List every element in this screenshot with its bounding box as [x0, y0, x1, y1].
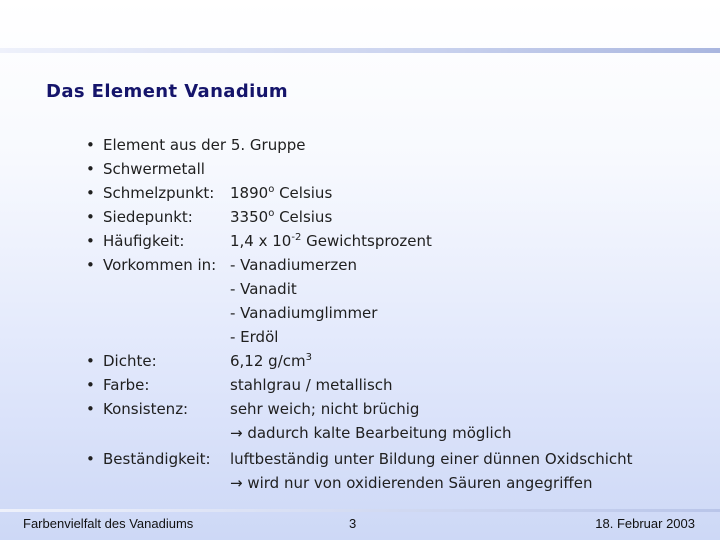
item-label: Element aus der 5. Gruppe: [103, 136, 306, 154]
item-label: Häufigkeit:: [103, 232, 185, 250]
bullet-icon: •: [86, 184, 95, 202]
superscript: o: [268, 184, 275, 195]
item-value: - Vanadiumglimmer: [230, 304, 378, 322]
bullet-icon: •: [86, 450, 95, 468]
superscript: -2: [291, 232, 302, 243]
item-value: 1,4 x $10^{-2}$ Gewichtsprozent: [230, 232, 432, 250]
footer-title: Farbenvielfalt des Vanadiums: [23, 516, 194, 531]
slide-title: Das Element Vanadium: [46, 81, 289, 102]
item-value: - Vanadit: [230, 280, 297, 298]
item-label: Siedepunkt:: [103, 208, 193, 226]
item-value: 1890$^o$ Celsius: [230, 184, 333, 202]
bullet-icon: •: [86, 160, 95, 178]
item-value: - Erdöl: [230, 328, 279, 346]
bullet-icon: •: [86, 232, 95, 250]
top-decor-bar: [0, 48, 720, 53]
item-label: Farbe:: [103, 376, 150, 394]
bullet-icon: •: [86, 208, 95, 226]
bottom-decor-bar: [0, 509, 720, 512]
bullet-icon: •: [86, 376, 95, 394]
item-label: Beständigkeit:: [103, 450, 211, 468]
item-value: sehr weich; nicht brüchig: [230, 400, 420, 418]
item-value: stahlgrau / metallisch: [230, 376, 393, 394]
superscript: o: [268, 208, 275, 219]
item-value: 6,12 $g/cm^3$: [230, 352, 312, 370]
item-value: 3350$^o$ Celsius: [230, 208, 333, 226]
item-value: → wird nur von oxidierenden Säuren angegriffen: [230, 474, 593, 492]
item-label: Dichte:: [103, 352, 157, 370]
page-number: 3: [349, 516, 357, 531]
item-label: Schmelzpunkt:: [103, 184, 215, 202]
item-value: → dadurch kalte Bearbeitung möglich: [230, 424, 512, 442]
superscript: 3: [305, 352, 312, 363]
item-value: - Vanadiumerzen: [230, 256, 357, 274]
item-label: Vorkommen in:: [103, 256, 217, 274]
bullet-icon: •: [86, 136, 95, 154]
item-label: Konsistenz:: [103, 400, 189, 418]
item-value: luftbeständig unter Bildung einer dünnen Oxidschicht: [230, 450, 633, 468]
bullet-icon: •: [86, 352, 95, 370]
bullet-icon: •: [86, 256, 95, 274]
item-label: Schwermetall: [103, 160, 205, 178]
footer-date: 18. Februar 2003: [595, 516, 695, 531]
bullet-icon: •: [86, 400, 95, 418]
